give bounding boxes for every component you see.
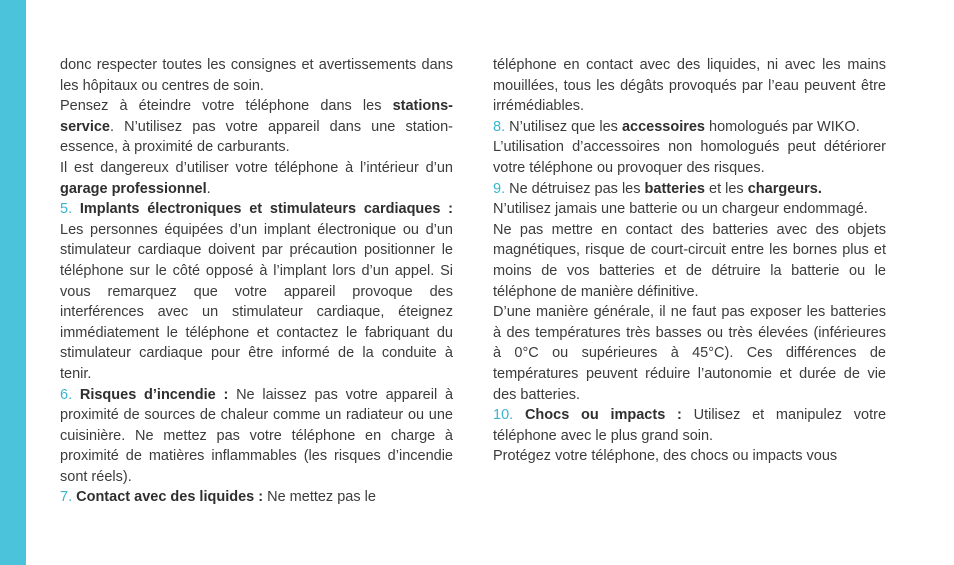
item-number: 10. (493, 407, 514, 424)
left-column (60, 55, 453, 508)
chargeurs-term: chargeurs. (747, 180, 822, 197)
item-text: Ne laissez pas votre appareil à proximité de sources de chaleur comme un radiateur ou une cuisinière. Ne mettez pas votre téléphone en charge à proximité de matières inflammables (les risques d’incendie sont réels). (60, 386, 454, 485)
text: homologués par WIKO. (705, 118, 860, 135)
paragraph-stations-service (60, 96, 453, 158)
text: N’utilisez que les (505, 118, 622, 135)
item-title: Implants électroniques et stimulateurs cardiaques : (79, 201, 453, 218)
accent-sidebar (0, 0, 26, 565)
paragraph-protegez: Protégez votre téléphone, des chocs ou impacts vous (493, 448, 838, 465)
item-number: 9. (493, 180, 506, 197)
text: et les (704, 180, 748, 197)
item-7-liquides (60, 487, 453, 508)
paragraph-temperatures: D’une manière générale, il ne faut pas exposer les batteries à des températures très basses ou très élevées (inférieures à 0°C ou supérieures à 45°C). Ces différences de températures peuvent réduire l’autonomie et durée de vie des batteries. (493, 304, 886, 403)
item-title: Contact avec des liquides : (76, 489, 264, 506)
text: . (206, 180, 211, 197)
garage-term: garage professionnel (60, 180, 207, 197)
stations-service-term: stations-service (60, 98, 453, 135)
item-text: Ne mettez pas le (263, 489, 376, 506)
text: Pensez à éteindre votre téléphone dans les (60, 98, 393, 115)
paragraph-hospitals: donc respecter toutes les consignes et avertissements dans les hôpitaux ou centres de soin. (60, 57, 453, 94)
item-text: Utilisez et manipulez votre téléphone avec le plus grand soin. (493, 407, 887, 444)
paragraph-batterie-endommagee: N’utilisez jamais une batterie ou un chargeur endommagé. (493, 201, 868, 218)
paragraph-accessoires-warning: L’utilisation d’accessoires non homologués peut détériorer votre téléphone ou provoquer des risques. (493, 139, 886, 176)
item-10-chocs (493, 405, 886, 446)
item-title: Chocs ou impacts : (524, 407, 682, 424)
item-text: Les personnes équipées d’un implant électronique ou d’un stimulateur cardiaque doivent par précaution positionner le téléphone sur le côté opposé à l’implant lors d’un appel. Si vous remarquez que votre appareil provoque des interférences avec un stimulateur cardiaque, éteignez immédiatement le téléphone et contactez le fabriquant du stimulateur cardiaque pour être informé de la conduite à tenir. (60, 221, 453, 382)
item-9-batteries (493, 179, 886, 200)
item-5-implants (60, 199, 453, 384)
item-title: Risques d’incendie : (79, 386, 229, 403)
paragraph-objets-magnetiques: Ne pas mettre en contact des batteries avec des objets magnétiques, risque de court-circuit entre les bornes plus et moins de vos batteries et de détruire la batterie ou le téléphone de manière définitive. (493, 221, 886, 300)
item-number: 6. (60, 386, 73, 403)
text: Ne détruisez pas les (505, 180, 645, 197)
item-6-incendie (60, 385, 453, 488)
text: . N’utilisez pas votre appareil dans une station-essence, à proximité de carburants. (60, 118, 453, 156)
item-8-accessoires (493, 117, 886, 138)
paragraph-garage (60, 158, 453, 199)
item-number: 5. (60, 201, 73, 218)
accessoires-term: accessoires (621, 118, 705, 135)
batteries-term: batteries (644, 180, 705, 197)
text: Il est dangereux d’utiliser votre téléphone à l’intérieur d’un (60, 159, 453, 176)
item-number: 7. (60, 489, 73, 506)
right-column (493, 55, 886, 467)
paragraph-liquides-continued: téléphone en contact avec des liquides, ni avec les mains mouillées, tous les dégâts provoqués par l’eau peuvent être irrémédiables. (493, 57, 886, 115)
item-number: 8. (493, 118, 506, 135)
